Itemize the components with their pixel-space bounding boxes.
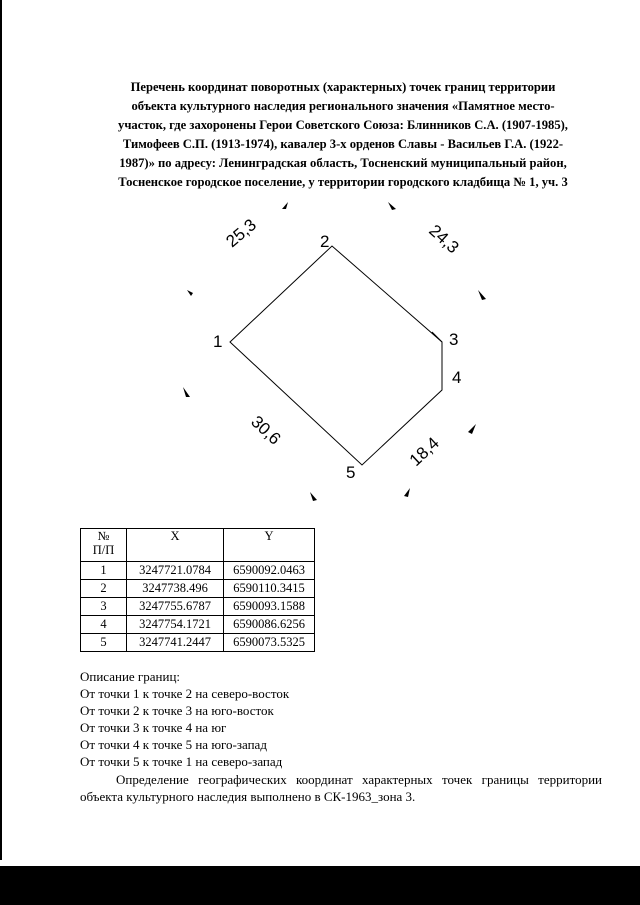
cell-y: 6590093.1588 <box>224 598 315 616</box>
segment-length-2-3: 24,3 <box>425 220 463 258</box>
cell-number: 4 <box>81 616 127 634</box>
cell-x: 3247738.496 <box>127 580 224 598</box>
title-line: объекта культурного наследия регионального значения «Памятное место- <box>131 99 555 113</box>
cell-number: 5 <box>81 634 127 652</box>
cell-x: 3247755.6787 <box>127 598 224 616</box>
arrow-mark-icon <box>478 290 486 300</box>
arrow-mark-icon <box>388 202 396 210</box>
coordinates-table <box>80 528 315 652</box>
description-line: От точки 1 к точке 2 на северо-восток <box>80 686 290 701</box>
description-heading: Описание границ: <box>80 669 181 684</box>
table-row <box>81 562 315 580</box>
description-line: От точки 5 к точке 1 на северо-запад <box>80 754 283 769</box>
header-y: Y <box>224 529 315 562</box>
cell-number: 3 <box>81 598 127 616</box>
title-line: Тимофеев С.П. (1913-1974), кавалер 3-х орденов Славы - Васильев Г.А. (1922- <box>122 137 564 151</box>
cell-number: 1 <box>81 562 127 580</box>
point-label-3: 3 <box>449 330 459 349</box>
point-label-5: 5 <box>346 463 356 482</box>
cell-x: 3247741.2447 <box>127 634 224 652</box>
table-row <box>81 598 315 616</box>
boundary-corner-tick <box>432 332 442 342</box>
arrow-mark-icon <box>468 424 476 434</box>
point-label-1: 1 <box>213 332 223 351</box>
header-number <box>81 529 127 562</box>
table-row <box>81 580 315 598</box>
cell-number: 2 <box>81 580 127 598</box>
table-row <box>81 634 315 652</box>
point-label-4: 4 <box>452 368 462 387</box>
cell-y: 6590092.0463 <box>224 562 315 580</box>
coordinate-system-note: Определение географических координат характерных точек границы территории объекта культурного наследия выполнено в СК-1963_зона 3. <box>80 772 602 804</box>
header-number-line: № <box>97 529 110 543</box>
segment-length-5-1: 30,6 <box>247 412 285 449</box>
title-line: Тосненское городское поселение, у территории городского кладбища № 1, уч. 3 <box>118 175 568 189</box>
description-line: От точки 3 к точке 4 на юг <box>80 720 227 735</box>
arrow-mark-icon <box>187 290 193 296</box>
cell-x: 3247754.1721 <box>127 616 224 634</box>
table-header-row <box>81 529 315 562</box>
arrow-mark-icon <box>183 387 190 397</box>
description-line: От точки 4 к точке 5 на юго-запад <box>80 737 267 752</box>
segment-length-4-5: 18,4 <box>405 433 443 470</box>
cell-y: 6590086.6256 <box>224 616 315 634</box>
cell-y: 6590073.5325 <box>224 634 315 652</box>
title-line: 1987)» по адресу: Ленинградская область, Тосненский муниципальный район, <box>119 156 567 170</box>
document-title <box>78 78 608 192</box>
page-left-border <box>0 0 2 860</box>
boundary-plan <box>160 190 500 515</box>
boundary-description <box>80 668 602 805</box>
cell-y: 6590110.3415 <box>224 580 315 598</box>
description-line: От точки 2 к точке 3 на юго-восток <box>80 703 274 718</box>
title-line: Перечень координат поворотных (характерных) точек границ территории <box>130 80 556 94</box>
title-line: участок, где захоронены Герои Советского Союза: Блинников С.А. (1907-1985), <box>118 118 568 132</box>
header-number-line: П/П <box>92 543 115 557</box>
page-bottom-band <box>0 866 640 905</box>
table-row <box>81 616 315 634</box>
arrow-mark-icon <box>404 488 410 497</box>
cell-x: 3247721.0784 <box>127 562 224 580</box>
point-label-2: 2 <box>320 232 330 251</box>
segment-length-1-2: 25,3 <box>222 215 260 252</box>
arrow-mark-icon <box>282 202 288 209</box>
header-x: X <box>127 529 224 562</box>
arrow-mark-icon <box>310 492 317 501</box>
